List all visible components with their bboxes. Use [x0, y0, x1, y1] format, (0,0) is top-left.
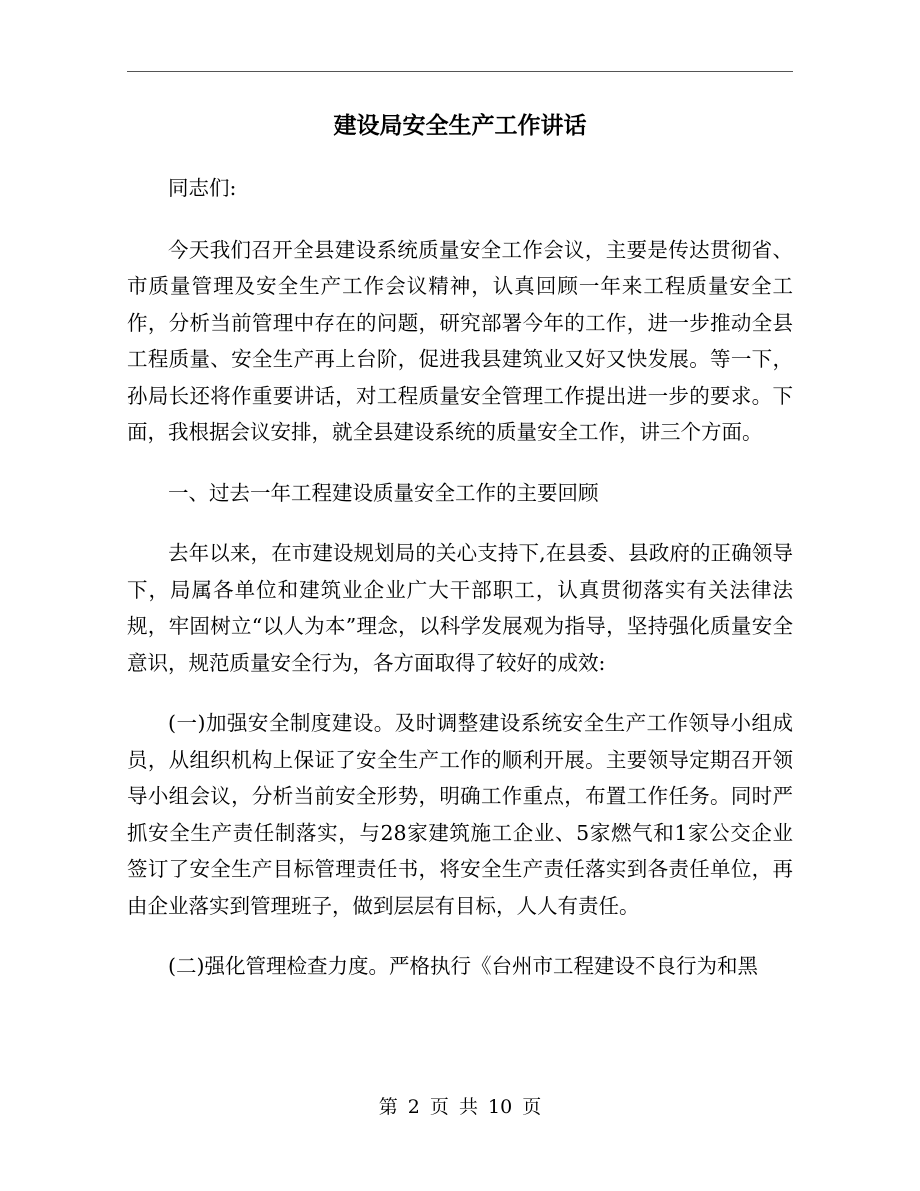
- document-body: [127, 170, 793, 1009]
- paragraph-review: 去年以来，在市建设规划局的关心支持下,在县委、县政府的正确领导下，局属各单位和建筑业企业广大干部职工，认真贯彻落实有关法律法规，牢固树立“以人为本”理念，以科学发展观为指导，坚持强化质量安全意识，规范质量安全行为，各方面取得了较好的成效:: [127, 541, 793, 675]
- paragraph-item-2: (二)强化管理检查力度。严格执行《台州市工程建设不良行为和黑: [168, 954, 758, 978]
- paragraph-item-1: (一)加强安全制度建设。及时调整建设系统安全生产工作领导小组成员，从组织机构上保证了安全生产工作的顺利开展。主要领导定期召开领导小组会议，分析当前安全形势，明确工作重点，布置工作任务。同时严抓安全生产责任制落实，与28家建筑施工企业、5家燃气和1家公交企业签订了安全生产目标管理责任书，将安全生产责任落实到各责任单位，再由企业落实到管理班子，做到层层有目标，人人有责任。: [127, 711, 793, 918]
- document-title: 建设局安全生产工作讲话: [333, 112, 587, 139]
- page-number: 第 2 页 共 10 页: [378, 1096, 542, 1118]
- header-rule: [127, 71, 793, 72]
- paragraph-salutation: 同志们:: [168, 176, 237, 200]
- section-heading-1: 一、过去一年工程建设质量安全工作的主要回顾: [168, 480, 599, 505]
- paragraph-intro: 今天我们召开全县建设系统质量安全工作会议，主要是传达贯彻省、市质量管理及安全生产工作会议精神，认真回顾一年来工程质量安全工作，分析当前管理中存在的问题，研究部署今年的工作，进一步推动全县工程质量、安全生产再上台阶，促进我县建筑业又好又快发展。等一下，孙局长还将作重要讲话，对工程质量安全管理工作提出进一步的要求。下面，我根据会议安排，就全县建设系统的质量安全工作，讲三个方面。: [127, 237, 793, 444]
